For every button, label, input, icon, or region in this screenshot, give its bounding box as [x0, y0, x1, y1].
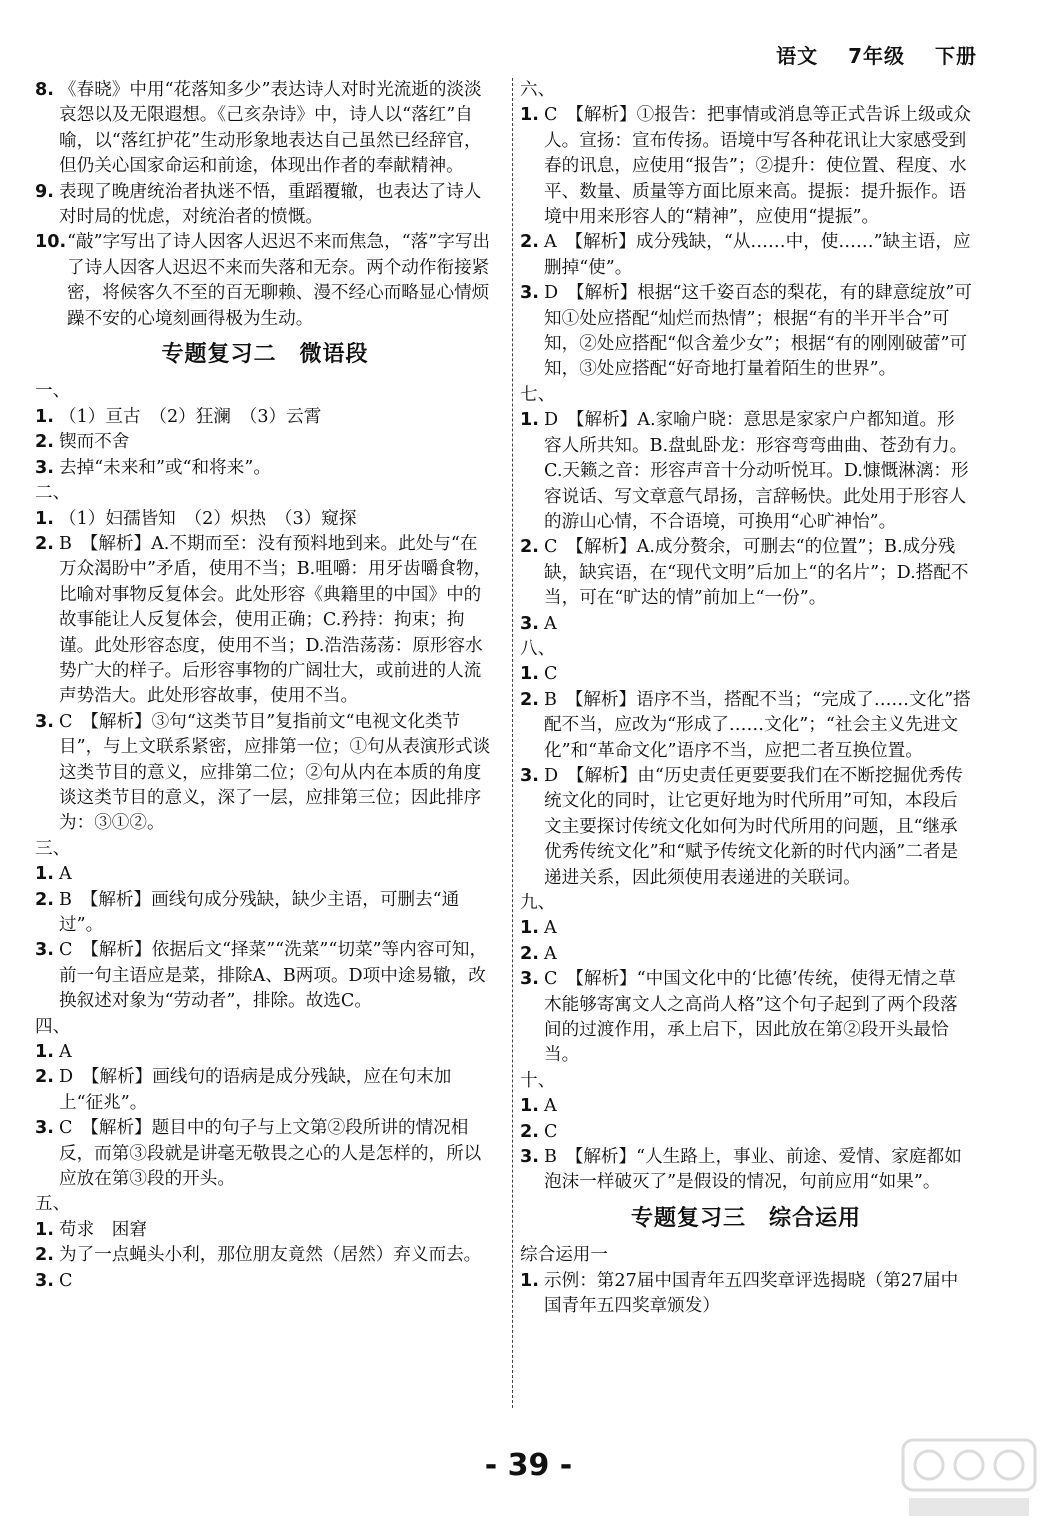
answer-number: 3. [35, 457, 54, 478]
answer-item [35, 710, 495, 837]
answer-text: D 【解析】A.家喻户晓：意思是家家户户都知道。形容人所共知。B.盘虬卧龙：形容弯弯曲曲、苍劲有力。C.天籁之音：形容声音十分动听悦耳。D.慷慨淋漓：形容说话、写文章意气昂扬，言辞畅快。此处用于形容人的游山心情，不合语境，可换用“心旷神怡”。 [544, 410, 969, 532]
answer-number: 1. [520, 1270, 539, 1291]
answer-item [520, 1145, 972, 1196]
answer-text: 苟求 困窘 [59, 1219, 147, 1240]
answer-item [520, 103, 972, 230]
answer-number: 2. [35, 1245, 54, 1266]
answer-item [520, 535, 972, 611]
answer-text: C 【解析】A.成分赘余，可删去“的位置”；B.成分残缺，缺宾语，在“现代文明”后加上“的名片”；D.搭配不当，可在“旷达的情”前加上“一份”。 [544, 537, 969, 609]
section-label: 四、 [35, 1016, 71, 1037]
answer-text: B 【解析】画线句成分残缺，缺少主语，可删去“通过”。 [59, 889, 460, 935]
answer-item [35, 230, 495, 332]
answer-number: 2. [35, 1067, 54, 1088]
page-number: - 39 - [484, 1448, 573, 1483]
answer-item [520, 1094, 972, 1119]
answer-item [35, 1116, 495, 1192]
answer-number: 3. [35, 940, 54, 961]
section-label: 三、 [35, 838, 71, 859]
answer-text: 《春晓》中用“花落知多少”表达诗人对时光流逝的淡淡哀怨以及无限遐想。《己亥杂诗》中，诗人以“落红”自喻，以“落红护花”生动形象地表达自己虽然已经辞官，但仍关心国家命运和前途，体现出作者的奉献精神。 [59, 80, 482, 177]
answer-number: 9. [35, 181, 54, 202]
answer-item [520, 612, 972, 637]
answer-number: 2. [35, 432, 54, 453]
section-label: 七、 [520, 384, 556, 405]
page-header [754, 40, 977, 69]
answer-item [520, 916, 972, 941]
answer-text: B 【解析】语序不当，搭配不当；“完成了……文化”搭配不当，应改为“形成了……文化”；“社会主义先进文化”和“革命文化”语序不当，应把二者互换位置。 [544, 689, 971, 761]
answer-item [520, 408, 972, 535]
answer-text: C [544, 664, 558, 685]
answer-number: 1. [35, 864, 54, 885]
answer-text: A 【解析】成分残缺，“从……中，使……”缺主语，应删掉“使”。 [544, 232, 971, 278]
answer-item [520, 1269, 972, 1320]
answer-number: 1. [35, 508, 54, 529]
answer-item [35, 405, 495, 430]
answer-text: C 【解析】依据后文“择菜”“洗菜”“切菜”等内容可知，前一句主语应是菜，排除A、B两项。D项中途易辙，改换叙述对象为“劳动者”，排除。故选C。 [59, 940, 488, 1012]
section-label: 九、 [520, 893, 556, 913]
answer-number: 3. [35, 711, 54, 732]
answer-item [35, 507, 495, 532]
answer-number: 2. [520, 943, 539, 964]
answer-item [520, 662, 972, 687]
answer-item [35, 1269, 495, 1294]
right-column [520, 78, 972, 1320]
header-subject: 语文 [776, 44, 819, 68]
answer-number: 2. [35, 889, 54, 910]
section-label: 六、 [520, 80, 556, 100]
answer-text: A [59, 1042, 72, 1063]
answer-item [35, 1040, 495, 1065]
watermark-logo [899, 1436, 1039, 1522]
section-label: 十、 [520, 1070, 556, 1091]
answer-item [35, 180, 495, 231]
answer-text: D 【解析】画线句的语病是成分残缺，应在句末加上“征兆”。 [59, 1067, 452, 1113]
answer-text: C 【解析】题目中的句子与上文第②段所讲的情况相反，而第③段就是讲毫无敬畏之心的人是怎样的，所以应放在第③段的开头。 [59, 1118, 482, 1190]
answer-number: 1. [520, 918, 539, 939]
answer-text: （1）妇孺皆知 （2）炽热 （3）窥探 [59, 508, 357, 529]
answer-number: 3. [35, 1270, 54, 1291]
answer-number: 3. [520, 283, 539, 304]
answer-item [35, 78, 495, 180]
answer-number: 3. [520, 613, 539, 634]
answer-text: A [59, 864, 72, 885]
answer-number: 2. [35, 533, 54, 554]
answer-number: 1. [35, 1219, 54, 1240]
answer-item [520, 1120, 972, 1145]
answer-number: 1. [520, 1096, 539, 1117]
answer-item [35, 1218, 495, 1243]
column-divider [512, 78, 513, 1408]
answer-item [520, 942, 972, 967]
answer-text: 去掉“未来和”或“和将来”。 [59, 457, 271, 478]
answer-text: “敲”字写出了诗人因客人迟迟不来而焦急，“落”字写出了诗人因客人迟迟不来而失落和无奈。两个动作衔接紧密，将候客久不至的百无聊赖、漫不经心而略显心情烦躁不安的心境刻画得极为生动。 [67, 232, 491, 329]
answer-text: （1）亘古 （2）狂澜 （3）云霄 [59, 406, 322, 427]
answer-number: 3. [520, 969, 539, 990]
answer-text: 锲而不舍 [59, 432, 130, 453]
answer-text: B 【解析】A.不期而至：没有预料地到来。此处与“在万众渴盼中”矛盾，使用不当；B.咀嚼：用牙齿嚼食物，比喻对事物反复体会。此处形容《典籍里的中国》中的故事能让人反复体会，使用正确；C.矜持：拘束；拘谨。此处形容态度，使用不当；D.浩浩荡荡：原形容水势广大的样子。后形容事物的广阔壮大，或前进的人流声势浩大。此处形容故事，使用不当。 [59, 533, 492, 707]
left-column [35, 78, 495, 1294]
answer-text: A [544, 918, 557, 939]
section-heading: 专题复习二 微语段 [161, 342, 369, 368]
answer-item [520, 688, 972, 764]
answer-item [35, 862, 495, 887]
answer-number: 1. [35, 406, 54, 427]
answer-number: 3. [520, 1147, 539, 1168]
answer-item [520, 764, 972, 891]
answer-item [520, 281, 972, 383]
section-label: 一、 [35, 381, 71, 402]
answer-number: 2. [520, 689, 539, 710]
answer-number: 10. [35, 232, 67, 253]
section-label: 二、 [35, 483, 71, 504]
answer-item [35, 532, 495, 710]
header-grade: 7年级 [848, 44, 906, 68]
answer-text: D 【解析】由“历史责任更要要我们在不断挖掘优秀传统文化的同时，让它更好地为时代所用”可知，本段后文主要探讨传统文化如何为时代所用的问题，且“继承优秀传统文化”和“赋予传统文化新的时代内涵”二者是递进关系，因此须使用表递进的关联词。 [544, 765, 963, 888]
answer-item [35, 888, 495, 939]
answer-text: C [59, 1270, 73, 1291]
answer-text: 为了一点蝇头小利，那位朋友竟然（居然）弃义而去。 [59, 1245, 482, 1266]
answer-number: 8. [35, 80, 54, 100]
answer-number: 1. [520, 105, 539, 126]
answer-item [520, 230, 972, 281]
answer-text: A [544, 613, 557, 634]
answer-text: C 【解析】①报告：把事情或消息等正式告诉上级或众人。宣扬：宣布传扬。语境中写各种花讯让大家感受到春的讯息，应使用“报告”；②提升：使位置、程度、水平、数量、质量等方面比原来高。提振：提升振作。语境中用来形容人的“精神”，应使用“提振”。 [544, 105, 971, 228]
answer-number: 3. [35, 1118, 54, 1139]
answer-number: 2. [520, 1121, 539, 1142]
answer-text: D 【解析】根据“这千姿百态的梨花，有的肆意绽放”可知①处应搭配“灿烂而热情”；根据“有的半开半合”可知，②处应搭配“似含羞少女”；根据“有的刚刚破蕾”可知，③处应搭配“好奇地打量着陌生的世界”。 [544, 283, 972, 380]
answer-text: A [544, 943, 557, 964]
answer-item [520, 967, 972, 1069]
answer-number: 2. [520, 537, 539, 558]
answer-text: C [544, 1121, 558, 1142]
answer-text: C 【解析】“中国文化中的‘比德’传统，使得无情之草木能够寄寓文人之高尚人格”这个句子起到了两个段落间的过渡作用，承上启下，因此放在第②段开头最恰当。 [544, 969, 958, 1066]
answer-number: 2. [520, 232, 539, 253]
answer-text: B 【解析】“人生路上，事业、前途、爱情、家庭都如泡沫一样破灭了”是假设的情况，句前应用“如果”。 [544, 1147, 962, 1193]
answer-item [35, 430, 495, 455]
section-label: 五、 [35, 1194, 71, 1215]
answer-text: 表现了晚唐统治者执迷不悟，重蹈覆辙，也表达了诗人对时局的忧虑，对统治者的愤慨。 [59, 181, 482, 228]
answer-number: 1. [520, 410, 539, 431]
answer-number: 1. [520, 664, 539, 685]
answer-text: A [544, 1096, 557, 1117]
answer-item [35, 1243, 495, 1268]
section-label: 八、 [520, 638, 556, 659]
answer-text: C 【解析】③句“这类节目”复指前文“电视文化类节目”，与上文联系紧密，应排第一位；①句从表演形式谈这类节目的意义，应排第二位；②句从内在本质的角度谈这类节目的意义，深了一层，应排第三位；因此排序为：③①②。 [59, 711, 491, 834]
answer-number: 3. [520, 765, 539, 786]
answer-text: 示例：第27届中国青年五四奖章评选揭晓（第27届中国青年五四奖章颁发） [544, 1270, 959, 1317]
answer-item [35, 938, 495, 1014]
answer-item [35, 456, 495, 481]
header-volume: 下册 [935, 44, 977, 68]
answer-number: 1. [35, 1042, 54, 1063]
section-heading: 专题复习三 综合运用 [630, 1205, 861, 1231]
subsection-label: 综合运用一 [520, 1245, 608, 1266]
answer-item [35, 1065, 495, 1116]
